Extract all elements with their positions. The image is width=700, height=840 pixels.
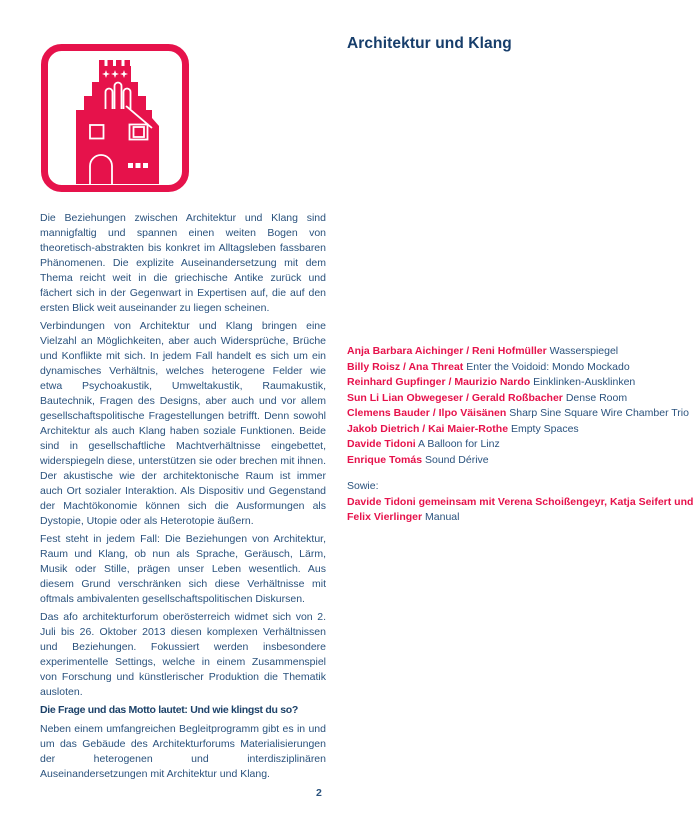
artist-names: Davide Tidoni <box>347 438 416 450</box>
list-item <box>347 360 697 376</box>
list-item <box>347 391 697 407</box>
page-title: Architektur und Klang <box>347 35 512 52</box>
artist-names: Anja Barbara Aichinger / Reni Hofmüller <box>347 345 547 357</box>
artist-names: Reinhard Gupfinger / Maurizio Nardo <box>347 376 531 388</box>
addendum-label: Sowie: <box>347 480 379 492</box>
work-title: Manual <box>425 511 460 523</box>
list-item <box>347 422 697 438</box>
work-title: Wasserspiegel <box>549 345 619 357</box>
intro-text-column <box>40 211 326 785</box>
artist-names: Clemens Bauder / Ilpo Väisänen <box>347 407 507 419</box>
motto-line: Die Frage und das Motto lautet: Und wie klingst du so? <box>40 704 298 716</box>
artist-names: Davide Tidoni gemeinsam mit Verena Schoißengeyr, Katja Seifert und Felix Vierlinger <box>347 495 694 523</box>
list-item <box>347 344 697 360</box>
project-list <box>347 344 697 526</box>
intro-paragraph: Verbindungen von Architektur und Klang bringen eine Vielzahl an Möglichkeiten, aber auch Widersprüche, Brüche und Konflikte mit sich. In jedem Fall handelt es sich um ein dynamisches Verhältnis, welches heterogene Felder wie etwa Psychoakustik, Umweltakustik, Raumakustik, Bautechnik, Fragen des Designs, aber auch und vor allem gesellschaftspolitische Fragestellungen betrifft. Denn sowohl Architektur als auch Klang haben soziale Funktionen. Beide sind in gesellschaftliche Machtverhältnisse eingebettet, widerspiegeln diese, unterstützen sie oder brechen mit ihnen. Der akustische wie der architektonische Raum ist immer auch Ort sozialer Interaktion. Als Dispositiv und Gegenstand der Machtökonomie können sich die Ausformungen als Dystopie, Utopie oder als Heterotopie äußern. <box>40 320 326 527</box>
closing-paragraph: Neben einem umfangreichen Begleitprogramm gibt es in und um das Gebäude des Architekturforums Materialisierungen der heterogenen und interdisziplinären Auseinandersetzungen mit Architektur und Klang. <box>40 723 326 780</box>
list-item <box>347 453 697 469</box>
list-item <box>347 437 697 453</box>
work-title: Enter the Voidoid: Mondo Mockado <box>466 360 630 373</box>
house-logo-icon <box>40 42 190 194</box>
work-title: Sound Dérive <box>425 453 489 466</box>
work-title: Einklinken-Ausklinken <box>533 376 636 388</box>
work-title: Sharp Sine Square Wire Chamber Trio <box>509 407 689 419</box>
work-title: Empty Spaces <box>510 422 579 435</box>
list-item <box>347 406 697 422</box>
page-number: 2 <box>316 787 322 799</box>
list-item <box>347 375 697 391</box>
intro-paragraph: Fest steht in jedem Fall: Die Beziehungen von Architektur, Raum und Klang, ob nun als Sprache, Geräusch, Lärm, Musik oder Stille, prägen unser Leben wesentlich. Aus diesem Grund verschränken sich diese Verhältnisse mit oftmals ambivalenten gesellschaftspolitischen Diskursen. <box>40 533 326 605</box>
artist-names: Jakob Dietrich / Kai Maier-Rothe <box>347 422 509 435</box>
artist-names: Sun Li Lian Obwegeser / Gerald Roßbacher <box>347 391 563 404</box>
artist-names: Enrique Tomás <box>347 453 423 466</box>
addendum-item <box>347 495 697 526</box>
work-title: A Balloon for Linz <box>418 438 500 450</box>
work-title: Dense Room <box>565 391 628 404</box>
afo-logo <box>40 42 190 194</box>
intro-paragraph: Die Beziehungen zwischen Architektur und Klang sind mannigfaltig und spannen einen weiten Bogen von theoretisch-abstrakten bis konkret im Alltagsleben fassbaren Phänomenen. Die explizite Auseinandersetzung mit dem Thema reicht weit in die griechische Antike zurück und fächert sich in der Gegenwart in Expertisen auf, die auf den ersten Blick weit auseinander zu liegen scheinen. <box>40 212 326 314</box>
artist-names: Billy Roisz / Ana Threat <box>347 360 464 373</box>
intro-paragraph: Das afo architekturforum oberösterreich widmet sich von 2. Juli bis 26. Oktober 2013 diesen komplexen Verhältnissen und Beziehungen. Fokussiert werden insbesondere experimentelle Settings, welche in einem Zusammenspiel von Forschung und künstlerischer Produktion die Thematik ausloten. <box>40 611 326 698</box>
